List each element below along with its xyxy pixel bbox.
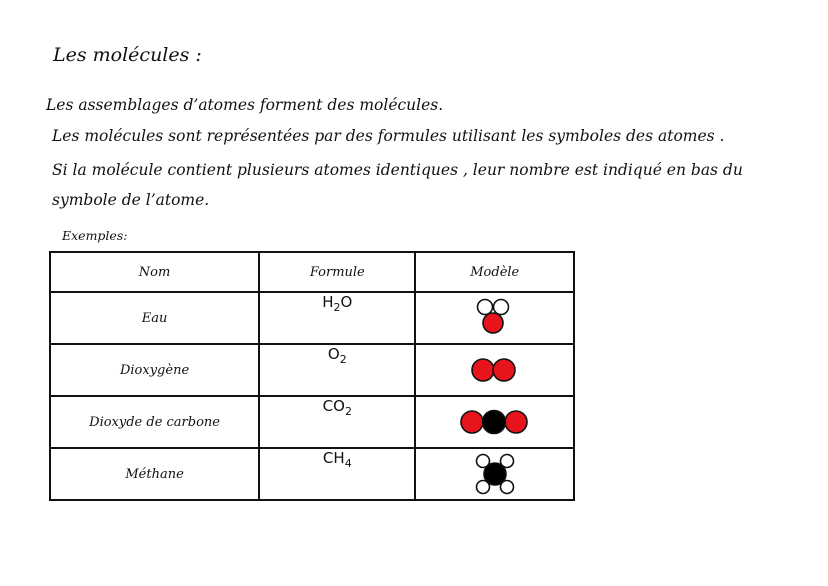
table-row xyxy=(50,292,574,344)
table-header-row xyxy=(50,252,574,292)
table-row xyxy=(50,448,574,500)
o-atom xyxy=(493,359,515,381)
formula-base: CH xyxy=(322,449,345,467)
c-atom xyxy=(482,411,505,434)
paragraph-line-2: Les molécules sont représentées par des formules utilisant les symboles des atomes . xyxy=(52,127,725,145)
o-atom xyxy=(472,359,494,381)
o-atom xyxy=(461,411,483,433)
header-formule: Formule xyxy=(259,252,415,292)
molecule-model xyxy=(415,292,574,344)
molecule-name: Eau xyxy=(50,292,259,344)
formula-subscript: 2 xyxy=(344,405,352,418)
c-atom xyxy=(484,463,506,485)
table-row xyxy=(50,396,574,448)
molecule-name: Méthane xyxy=(50,448,259,500)
examples-label: Exemples: xyxy=(62,228,128,243)
molecule-model xyxy=(415,448,574,500)
molecule-name: Dioxygène xyxy=(50,344,259,396)
molecule-name: Dioxyde de carbone xyxy=(50,396,259,448)
page-title: Les molécules : xyxy=(53,44,202,66)
header-modele: Modèle xyxy=(415,252,574,292)
molecule-formula xyxy=(259,448,415,500)
header-nom: Nom xyxy=(50,252,259,292)
dioxygen-model-icon xyxy=(465,355,525,385)
formula-base: O xyxy=(327,345,340,363)
molecule-formula xyxy=(259,396,415,448)
water-model-icon xyxy=(465,296,525,340)
paragraph-line-3: Si la molécule contient plusieurs atomes identiques , leur nombre est indiqué en bas du xyxy=(52,161,743,179)
o-atom xyxy=(483,313,503,333)
formula-subscript: 4 xyxy=(344,457,352,470)
formula-subscript: 2 xyxy=(333,301,341,314)
methane-model-icon xyxy=(465,451,525,497)
o-atom xyxy=(505,411,527,433)
formula-base: H xyxy=(322,293,334,311)
carbon-dioxide-model-icon xyxy=(457,407,533,437)
table-row xyxy=(50,344,574,396)
h-atom xyxy=(477,300,492,315)
formula-subscript: 2 xyxy=(339,353,347,366)
molecules-table xyxy=(49,251,575,501)
formula-tail: O xyxy=(340,293,353,311)
molecule-formula xyxy=(259,344,415,396)
molecule-model xyxy=(415,344,574,396)
h-atom xyxy=(493,300,508,315)
molecule-model xyxy=(415,396,574,448)
paragraph-line-4: symbole de l’atome. xyxy=(52,191,210,209)
formula-base: CO xyxy=(322,397,345,415)
paragraph-line-1: Les assemblages d’atomes forment des molécules. xyxy=(46,96,444,114)
molecule-formula xyxy=(259,292,415,344)
